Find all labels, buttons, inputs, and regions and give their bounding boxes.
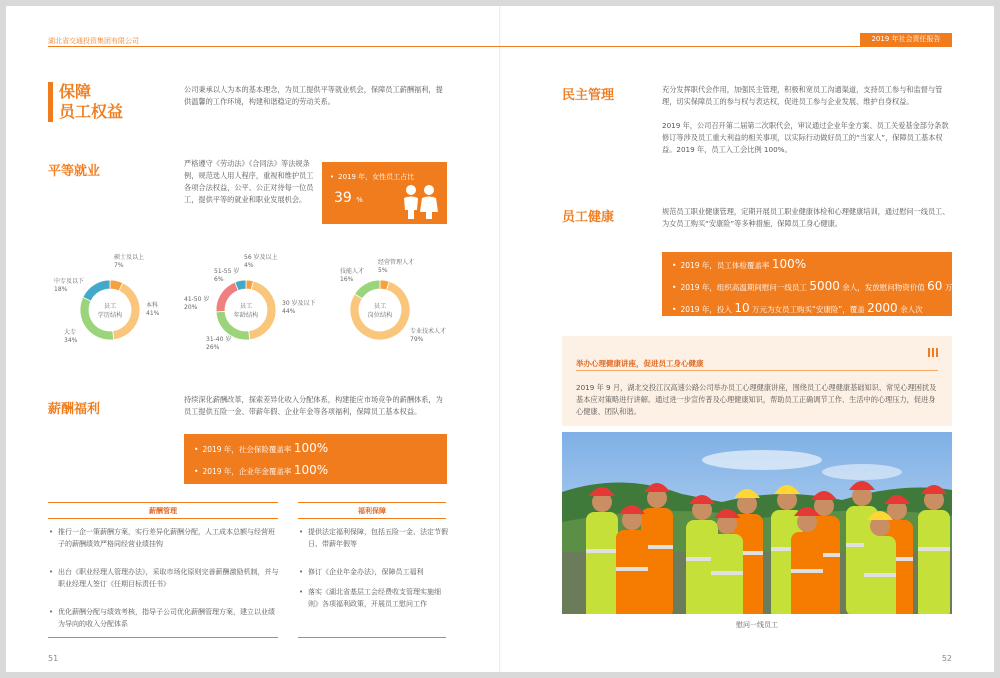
edu-caption-secondary: 中专及以下 18% xyxy=(54,278,85,293)
people-icon xyxy=(400,184,440,220)
worker-reflective-stripe xyxy=(711,571,743,575)
welfare-item-3: • 落实《湖北省基层工会经费收支管理实施细则》各项福利政策，开展员工慰问工作 xyxy=(308,586,448,610)
header-rule xyxy=(48,46,952,47)
welfare-item-1: • 提供法定福利保障，包括五险一金、法定节假日、带薪年假等 xyxy=(308,526,448,550)
photo-caption: 慰问一线员工 xyxy=(736,621,778,629)
salary-text: 持续深化薪酬改革，探索差异化收入分配体系，构建能应市场竞争的薪酬体系，为员工提供五险一金、带薪年假、企业年金等各项福利，保障员工基本权益。 xyxy=(184,395,443,416)
age-caption-31-40: 31-40 岁 26% xyxy=(206,336,232,351)
page-number-left: 51 xyxy=(48,654,59,663)
salary-title: 薪酬福利 xyxy=(48,402,101,417)
worker-reflective-stripe xyxy=(791,569,823,573)
education-center-label: 员工 学历结构 xyxy=(97,303,123,319)
welfare-head: 福利保障 xyxy=(298,502,446,519)
health-stat-2: • 2019 年，组织高温期间慰问一线员工 5000 余人，发放慰问物资价值 60 万元 xyxy=(662,276,952,298)
workers-photo-svg xyxy=(562,432,952,614)
female-ratio-unit: % xyxy=(356,196,363,204)
worker-vest xyxy=(918,510,950,614)
edu-caption-master: 硕士及以上 7% xyxy=(114,254,145,269)
age-center-label: 员工 年龄结构 xyxy=(233,303,259,319)
pos-caption-management: 经营管理人才 5% xyxy=(378,259,415,274)
welfare-item-2: • 修订《企业年金办法》，保障员工福利 xyxy=(308,566,448,578)
decor-bars-icon xyxy=(926,342,938,361)
edu-caption-college: 大专 34% xyxy=(64,329,78,344)
social-insurance-stat: • 2019 年，社会保险覆盖率 100% xyxy=(184,437,447,461)
health-text: 规范员工职业健康管理，定期开展员工职业健康体检和心理健康培训，通过慰问一线员工、为女员工购买“安康险”等多种措施，保障员工身心健康。 xyxy=(662,207,950,228)
democracy-text-1: 充分发挥职代会作用，加强民主管理，积极和宽员工沟通渠道，支持员工参与和监督与管理，切实保障员工的参与权与表达权，促进员工参与企业发展、维护自身权益。 xyxy=(662,85,943,106)
table-bottom-rule-2 xyxy=(298,637,446,638)
page-number-right: 52 xyxy=(941,654,952,663)
worker-reflective-stripe xyxy=(918,547,950,551)
worker-vest xyxy=(616,530,648,614)
health-stat-1: • 2019 年，员工体检覆盖率 100% xyxy=(662,254,952,276)
intro-text: 公司秉承以人为本的基本理念，为员工提供平等就业机会，保障员工薪酬福利，提供温馨的工作环境，构建和谐稳定的劳动关系。 xyxy=(184,85,443,106)
pos-caption-technical: 专业技术人才 79% xyxy=(410,328,447,343)
pos-caption-skill: 技能人才 16% xyxy=(340,268,365,283)
equal-employment-title: 平等就业 xyxy=(48,164,101,179)
democracy-title: 民主管理 xyxy=(562,88,615,103)
case-rule xyxy=(576,370,938,371)
democracy-text-2: 2019 年，公司召开第二届第二次职代会，审议通过企业年金方案、员工关爱基金部分条款修订等涉及员工重大利益的相关事项，以实际行动做好员工的“当家人”，保障员工基本权益。2019 年，员工入工会比例 100%。 xyxy=(662,121,949,154)
salary-item-2: • 出台《职业经理人管理办法》，采取市场化原则完善薪酬激励机制，并与职业经理人签订《任期目标责任书》 xyxy=(58,566,280,590)
header-report-tag: 2019 年社会责任报告 xyxy=(860,33,952,46)
page-title-line2: 员工权益 xyxy=(59,102,124,121)
health-stat-3: • 2019 年，投入 10 万元为女员工购买“安康险”，覆盖 2000 余人次 xyxy=(662,298,952,320)
report-spread xyxy=(6,6,994,672)
salary-stats-box xyxy=(184,434,447,484)
worker-vest xyxy=(586,512,618,614)
page-title xyxy=(48,82,123,122)
salary-item-1: • 推行一企一策薪酬方案，实行差异化薪酬分配，人工成本总额与经营班子的薪酬绩效严格同经营业绩挂钩 xyxy=(58,526,280,550)
page-title-line1: 保障 xyxy=(59,82,92,101)
page-fold xyxy=(499,6,501,672)
workers-photo xyxy=(562,432,952,614)
health-title: 员工健康 xyxy=(562,210,615,225)
worker-reflective-stripe xyxy=(616,567,648,571)
age-caption-30: 30 岁及以下 44% xyxy=(282,300,316,315)
female-ratio-value: 39 xyxy=(334,190,352,206)
annuity-stat: • 2019 年，企业年金覆盖率 100% xyxy=(184,461,447,481)
age-caption-56: 56 岁及以上 4% xyxy=(244,254,278,269)
case-title: 举办心理健康讲座，促进员工身心健康 xyxy=(576,359,704,368)
salary-management-head: 薪酬管理 xyxy=(48,502,278,519)
case-box xyxy=(562,336,952,426)
edu-caption-bachelor: 本科 41% xyxy=(146,302,160,317)
age-caption-51-55: 51-55 岁 6% xyxy=(214,268,240,283)
salary-item-3: • 优化薪酬分配与绩效考核，指导子公司优化薪酬管理方案，建立以业绩为导向的收入分配体系 xyxy=(58,606,280,630)
female-ratio-label: 2019 年，女性员工占比 xyxy=(338,173,415,181)
worker-reflective-stripe xyxy=(864,573,896,577)
equal-employment-text: 严格遵守《劳动法》《合同法》等法规条例，规范选人用人程序，重视和维护员工各项合法权益，公平、公正对待每一位员工，提供平等的就业和职业发展机会。 xyxy=(184,159,314,204)
table-bottom-rule-1 xyxy=(48,637,278,638)
worker-reflective-stripe xyxy=(586,549,618,553)
health-stats-box xyxy=(662,252,960,316)
age-caption-41-50: 41-50 岁 20% xyxy=(184,296,210,311)
female-ratio-box xyxy=(322,162,447,224)
header-company: 湖北省交通投资集团有限公司 xyxy=(48,37,139,45)
donut-slice xyxy=(83,280,110,301)
case-text: 2019 年 9 月，湖北交投江汉高速公路公司举办员工心理健康讲座，围绕员工心理健康基础知识、常见心理困扰及基本应对策略进行讲解。通过进一步宣传普及心理健康知识，帮助员工正确调节工作、生活中的心理压力，促进身心健康、团队和谐。 xyxy=(576,383,937,416)
position-center-label: 员工 岗位结构 xyxy=(367,303,393,319)
